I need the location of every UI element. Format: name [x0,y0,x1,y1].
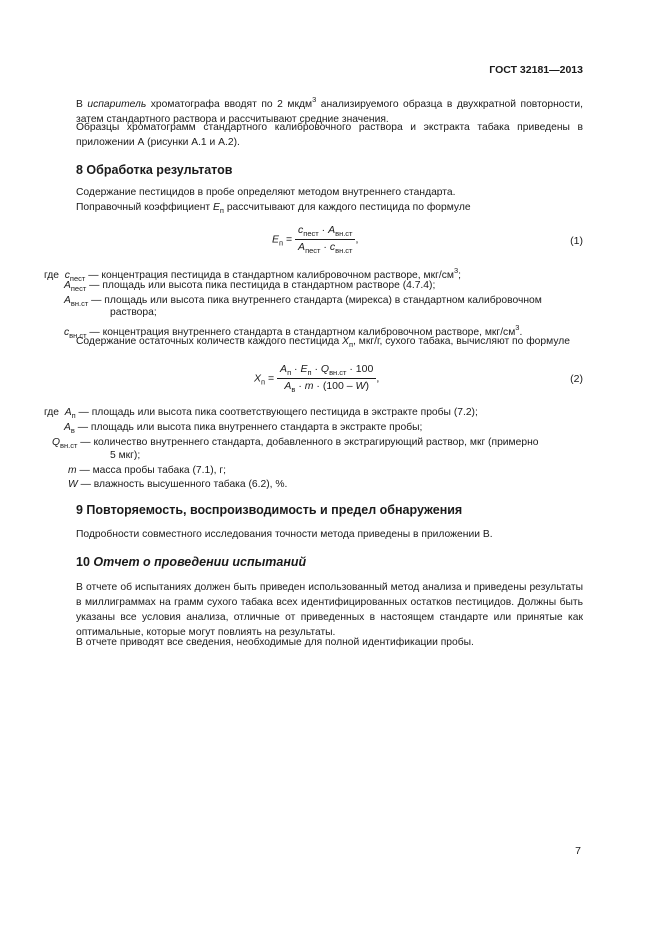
def-a-vnst-cont: раствора; [110,307,157,318]
equation-1: $E_п$ = $\frac{c_{пест} \cdot A_{вн.ст}}{A_{пест} \cdot c_{вн.ст}}$ , [272,224,359,255]
def-c-pest: где $c_{пест}$ — концентрация пестицида в стандартном калибровочном растворе, мкг/$см^3$; [44,266,461,283]
section-9-p1: Подробности совместного исследования точности метода приведены в приложении В. [76,529,493,540]
intro-paragraph-1: В испаритель хроматографа вводят по 2 мкдм$^3$ анализируемого образца в двухкратной повторности, затем стандартного раствора и рассчитывают средние значения. [76,95,583,125]
def-a-p: где $A_п$ — площадь или высота пика соответствующего пестицида в экстракте пробы (7.2); [44,407,478,420]
standard-header: ГОСТ 32181—2013 [489,64,583,76]
section-10-title: 10 Отчет о проведении испытаний [76,555,307,569]
def-m: m — масса пробы табака (7.1), г; [68,465,227,476]
section-10-p1: В отчете об испытаниях должен быть приведен использованный метод анализа и приведены результаты в миллиграммах на грамм сухого табака всех идентифицированных остатков пестицидов. Должны быть указаны все условия анализа, отличные от приведенных в настоящем стандарте или принятые как оптимальные, которые могут повлиять на результаты. [76,582,583,638]
section-10-p2: В отчете приводят все сведения, необходимые для полной идентификации пробы. [76,637,474,648]
section-8-title: 8 Обработка результатов [76,163,233,177]
def-a-vnst: $A_{вн.ст}$ — площадь или высота пика внутреннего стандарта (мирекса) в стандартном калибровочном [64,295,542,308]
section-8-p2: Поправочный коэффициент $E_п$ рассчитывают для каждого пестицида по формуле [76,202,471,215]
def-a-v: $A_в$ — площадь или высота пика внутреннего стандарта в экстракте пробы; [64,422,423,435]
equation-2: $X_п$ = $\frac{A_п \cdot E_п \cdot Q_{вн.ст} \cdot 100}{A_в \cdot m \cdot (100 - W)}$ , [254,363,380,394]
section-8-p1: Содержание пестицидов в пробе определяют методом внутреннего стандарта. [76,187,456,198]
def-c-vnst: $c_{вн.ст}$ — концентрация внутреннего стандарта в стандартном калибровочном растворе, мкг/$см^3$. [64,323,523,340]
def-w: W — влажность высушенного табака (6.2), %. [68,479,288,490]
intro-paragraph-2: Образцы хроматограмм стандартного калибровочного раствора и экстракта табака приведены в приложении А (рисунки А.1 и А.2). [76,122,583,148]
def-a-pest: $A_{пест}$ — площадь или высота пика пестицида в стандартном растворе (4.7.4); [64,280,436,293]
page-number: 7 [575,845,581,857]
equation-1-number: (1) [570,235,583,247]
equation-2-number: (2) [570,373,583,385]
def-q-vnst: $Q_{вн.ст}$ — количество внутреннего стандарта, добавленного в экстрагирующий раствор, мкг (примерно [52,437,539,450]
section-9-title: 9 Повторяемость, воспроизводимость и предел обнаружения [76,503,463,517]
section-8-p3: Содержание остаточных количеств каждого пестицида $X_п$, мкг/г, сухого табака, вычисляют по формуле [76,336,570,349]
def-q-vnst-cont: 5 мкг); [110,450,141,461]
